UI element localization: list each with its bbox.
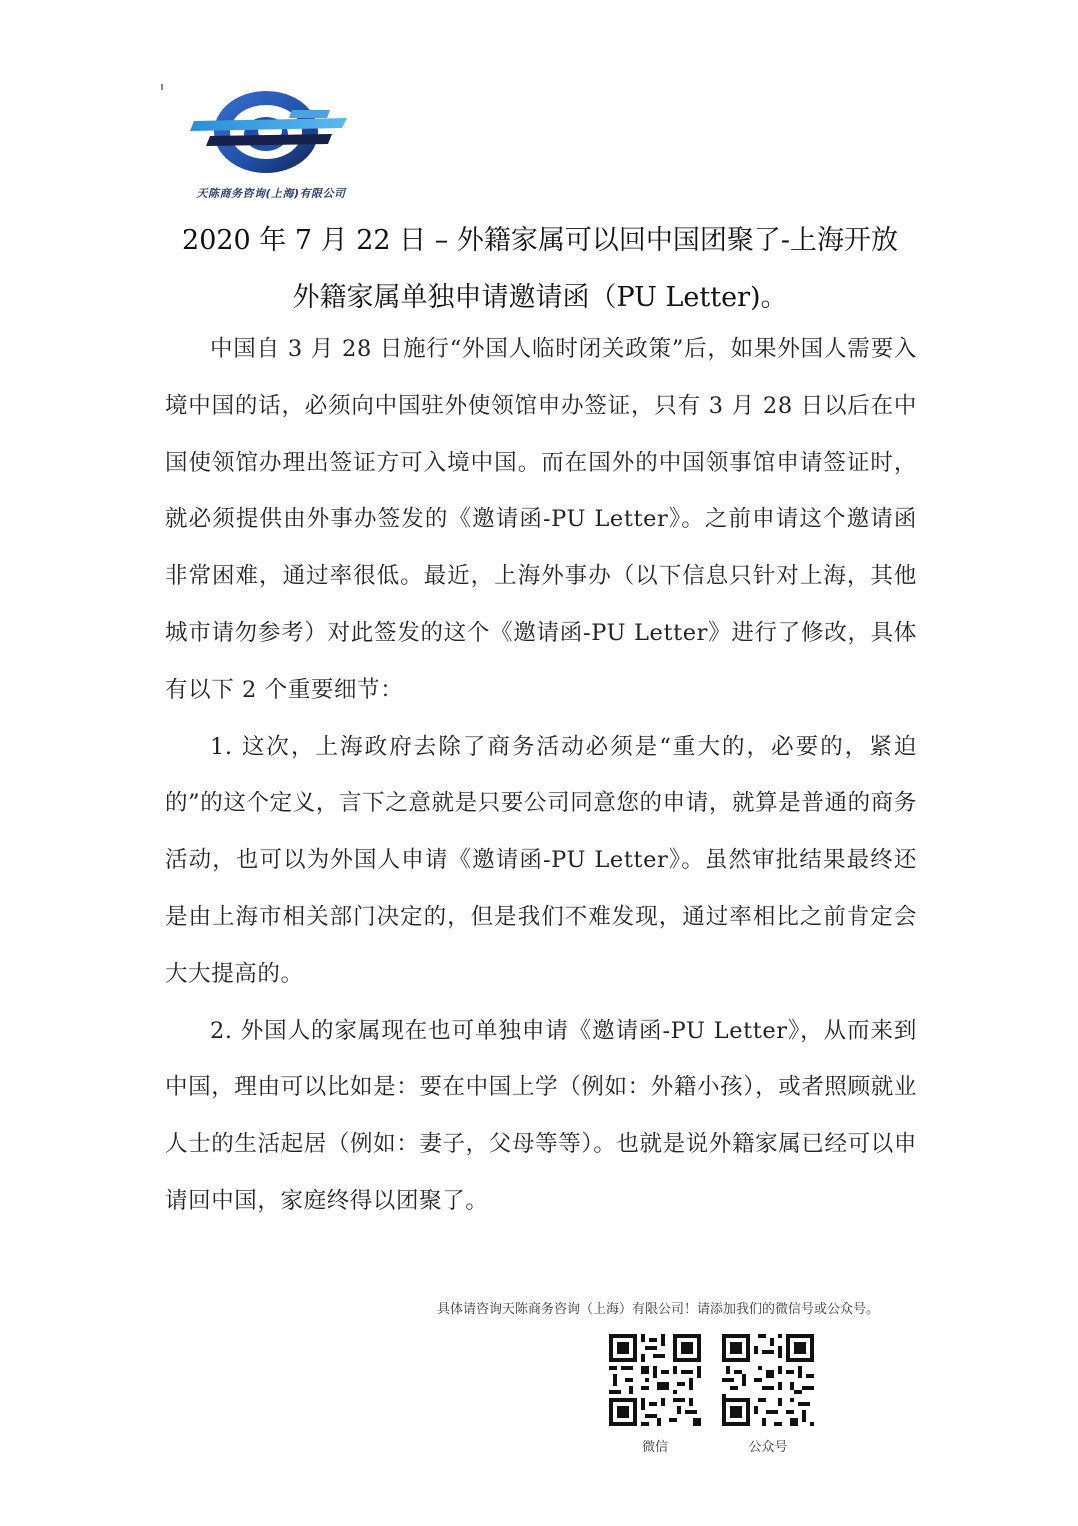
title-line-2: 外籍家属单独申请邀请函（PU Letter)。 bbox=[292, 282, 788, 313]
company-name-caption: 天陈商务咨询(上海)有限公司 bbox=[196, 187, 346, 200]
scan-mark bbox=[161, 84, 163, 90]
wechat-qr-code-icon bbox=[609, 1334, 701, 1426]
logo-emblem-icon bbox=[182, 88, 360, 188]
document-title bbox=[150, 212, 930, 326]
official-account-qr-label: 公众号 bbox=[748, 1440, 788, 1455]
company-logo bbox=[182, 88, 360, 203]
footer-contact-note: 具体请咨询天陈商务咨询（上海）有限公司！请添加我们的微信号或公众号。 bbox=[437, 1302, 880, 1317]
body-paragraph-1: 中国自 3 月 28 日施行“外国人临时闭关政策”后，如果外国人需要入境中国的话，必须向中国驻外使领馆申办签证，只有 3 月 28 日以后在中国使领馆办理出签证方可入境中国。而在国外的中国领事馆申请签证时，就必须提供由外事办签发的《邀请函-PU Letter》。之前申请这个邀请函非常困难，通过率很低。最近，上海外事办（以下信息只针对上海，其他城市请勿参考）对此签发的这个《邀请函-PU Letter》进行了修改，具体有以下 2 个重要细节： bbox=[165, 336, 917, 703]
title-line-1: 2020 年 7 月 22 日 – 外籍家属可以回中国团聚了-上海开放 bbox=[182, 225, 898, 256]
body-paragraph-3: 2. 外国人的家属现在也可单独申请《邀请函-PU Letter》，从而来到中国，理由可以比如是：要在中国上学（例如：外籍小孩），或者照顾就业人士的生活起居（例如：妻子，父母等等）。也就是说外籍家属已经可以申请回中国，家庭终得以团聚了。 bbox=[165, 1017, 917, 1214]
body-paragraph-2: 1. 这次，上海政府去除了商务活动必须是“重大的，必要的，紧迫的”的这个定义，言下之意就是只要公司同意您的申请，就算是普通的商务活动，也可以为外国人申请《邀请函-PU Letter》。虽然审批结果最终还是由上海市相关部门决定的，但是我们不难发现，通过率相比之前肯定会大大提高的。 bbox=[165, 733, 917, 987]
official-account-qr-code-icon bbox=[722, 1334, 814, 1426]
document-body bbox=[165, 321, 917, 1230]
wechat-qr-label: 微信 bbox=[641, 1440, 668, 1455]
